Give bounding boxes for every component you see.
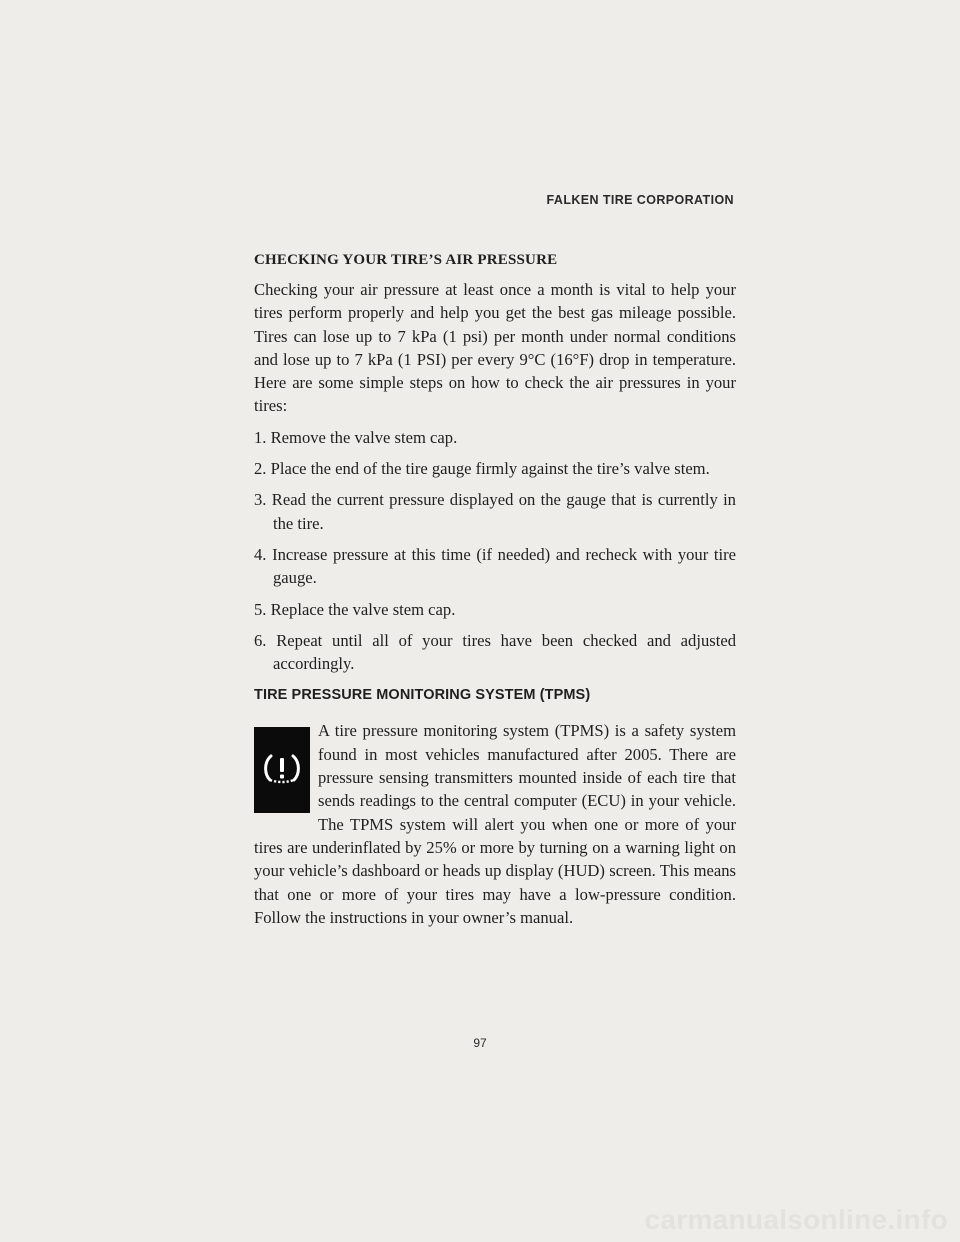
running-header: FALKEN TIRE CORPORATION: [546, 193, 734, 207]
step-number: 1.: [254, 427, 267, 447]
step-text: Repeat until all of your tires have been checked and adjusted accordingly.: [273, 630, 736, 674]
step-text: Increase pressure at this time (if needed) and recheck with your tire gauge.: [272, 544, 736, 588]
steps-list: [254, 426, 736, 676]
step-number: 6.: [254, 630, 267, 650]
list-item: [254, 543, 736, 590]
step-text: Replace the valve stem cap.: [270, 599, 456, 619]
step-number: 3.: [254, 490, 267, 510]
tpms-block: [254, 719, 736, 929]
section-heading-air-pressure: CHECKING YOUR TIRE’S AIR PRESSURE: [254, 252, 558, 268]
page-number: 97: [473, 1036, 487, 1050]
section-heading-tpms: TIRE PRESSURE MONITORING SYSTEM (TPMS): [254, 687, 591, 704]
list-item: [254, 598, 736, 621]
step-text: Place the end of the tire gauge firmly against the tire’s valve stem.: [270, 459, 710, 479]
tpms-paragraph: A tire pressure monitoring system (TPMS) is a safety system found in most vehicles manufactured after 2005. There are pressure sensing transmitters mounted inside of each tire that sends readings to the central computer (ECU) in your vehicle. The TPMS system will alert you when one or more of your tires are underinflated by 25% or more by turning on a warning light on your vehicle’s dashboard or heads up display (HUD) screen. This means that one or more of your tires may have a low-pressure condition. Follow the instructions in your owner’s manual.: [254, 721, 736, 927]
watermark: carmanualsonline.info: [644, 1204, 948, 1235]
step-text: Read the current pressure displayed on the gauge that is currently in the tire.: [271, 490, 736, 533]
step-text: Remove the valve stem cap.: [270, 427, 458, 447]
step-number: 2.: [254, 459, 267, 479]
tpms-warning-icon: [254, 727, 310, 813]
list-item: [254, 457, 736, 480]
step-number: 5.: [254, 599, 267, 619]
list-item: [254, 629, 736, 676]
step-number: 4.: [254, 544, 267, 564]
list-item: [254, 426, 736, 449]
page-content: [254, 250, 736, 929]
list-item: [254, 488, 736, 535]
intro-paragraph: Checking your air pressure at least once a month is vital to help your tires perform properly and help you get the best gas mileage possible. Tires can lose up to 7 kPa (1 psi) per month under normal conditions and lose up to 7 kPa (1 PSI) per every 9°C (16°F) drop in temperature. Here are some simple steps on how to check the air pressures in your tires:: [254, 280, 736, 416]
